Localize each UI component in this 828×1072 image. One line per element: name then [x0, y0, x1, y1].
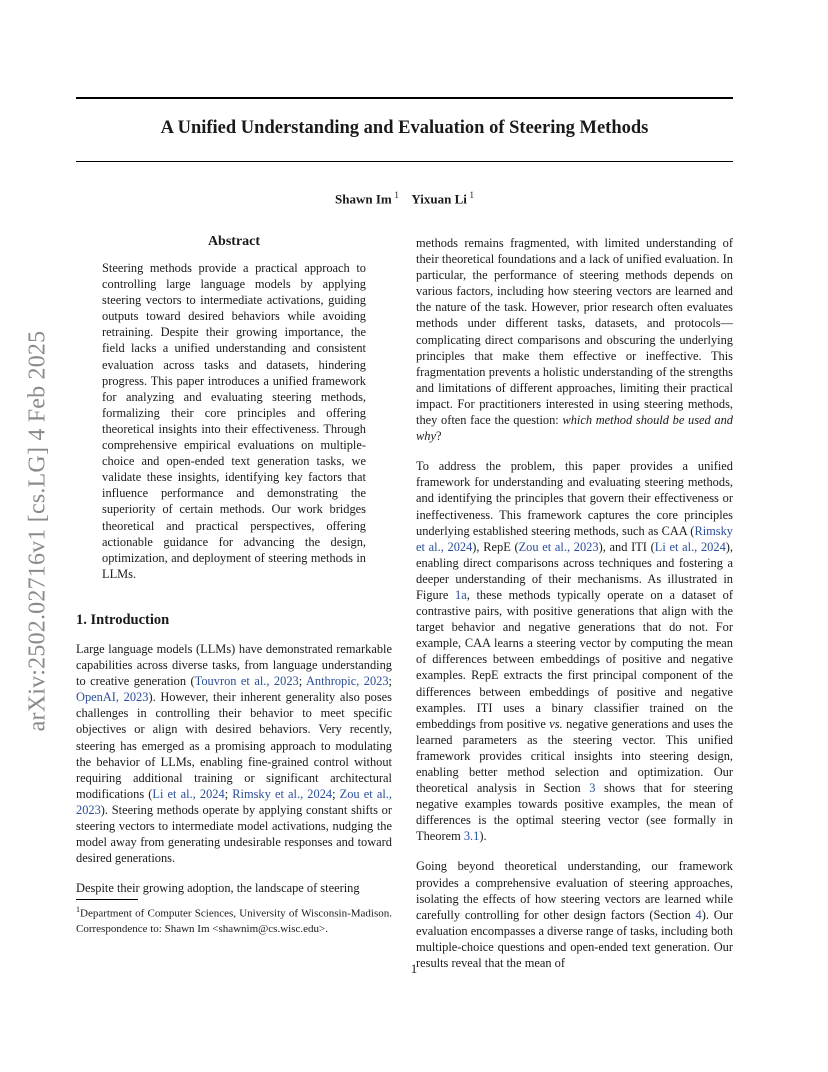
arxiv-stamp [18, 296, 58, 766]
section-reference-link[interactable]: 4 [695, 907, 702, 922]
page-number: 1 [410, 961, 418, 976]
emphasis: vs. [549, 716, 563, 731]
citation-link[interactable]: Touvron et al., 2023 [194, 674, 299, 689]
introduction-left-column [76, 641, 392, 896]
text-run: ). Steering methods operate by applying constant shifts or steering vectors to intermediate model activations, nudging the model away from generating undesirable responses and toward desired generations. [76, 802, 392, 866]
section-reference-link[interactable]: 3 [589, 781, 596, 796]
citation-link[interactable]: Rimsky et al., 2024 [232, 786, 333, 801]
text-run: ; [388, 674, 392, 689]
text-run: ; [298, 674, 306, 689]
footnote-marker: 1 [76, 905, 80, 914]
paragraph [76, 641, 392, 866]
text-run: Large language models (LLMs) have demonstrated remarkable capabilities across diverse tasks, from language understanding to creative generation ( [76, 642, 392, 689]
citation-link[interactable]: Li et al., 2024 [152, 786, 225, 801]
text-run: ), enabling direct comparisons across techniques and fostering a deeper understanding of their mechanisms. As illustrated in Figure [416, 539, 734, 602]
citation-link[interactable]: Rimsky et al., 2024 [416, 523, 733, 554]
text-run: shows that for steering negative examples towards positive examples, the mean of differences is the optimal steering vector (see formally in Theorem [416, 781, 733, 844]
author-affiliation-marker: 1 [394, 190, 399, 200]
author-list [76, 190, 733, 207]
title-rule-bottom [76, 161, 733, 162]
paragraph: Despite their growing adoption, the landscape of steering [76, 881, 360, 896]
text-run: ). [479, 829, 487, 844]
right-column [416, 235, 733, 971]
text-run: ? [435, 429, 442, 444]
text-run: ; [224, 786, 233, 801]
footnote-text: Department of Computer Sciences, University of Wisconsin-Madison. Correspondence to: Shawn Im <shawnim@cs.wisc.edu>. [76, 907, 392, 935]
text-run: negative generations and uses the learned parameters as the steering vector. This unified framework provides critical insights into steering design, enabling better method selection and optimization. Our theoretical analysis in Section [416, 716, 733, 796]
citation-link[interactable]: Zou et al., 2023 [76, 786, 392, 817]
title-rule-top [76, 97, 733, 99]
text-run: ), RepE ( [472, 539, 519, 554]
text-run: methods remains fragmented, with limited understanding of their theoretical foundations and a lack of unified evaluation. In particular, the performance of steering methods depends on various factors, including how steering vectors are learned and the nature of the task. However, prior research often evaluates methods under different tasks, datasets, and protocols—complicating direct comparisons and obscuring the underlying principles that make them effective or ineffective. This fragmentation prevents a holistic understanding of the strengths and limitations of different approaches, limiting their practical impact. For practitioners interested in using steering methods, they often face the question: [416, 236, 733, 428]
abstract-heading: Abstract [207, 234, 261, 249]
abstract-body [102, 260, 366, 582]
text-run: ), and ITI ( [598, 539, 655, 554]
citation-link[interactable]: Li et al., 2024 [654, 539, 726, 554]
citation-link[interactable]: Zou et al., 2023 [518, 539, 599, 554]
paragraph [416, 858, 733, 971]
footnote-rule [76, 899, 138, 900]
author-name: Yixuan Li [411, 191, 467, 207]
text-run: To address the problem, this paper provides a unified framework for understanding and evaluating steering methods, and identifying the principles that govern their effectiveness or ineffectiveness. This framework captures the core principles underlying established steering methods, such as CAA ( [416, 459, 733, 538]
text-run: ). Our evaluation encompasses a diverse range of tasks, including both multiple-choice questions and open-ended text generation. Our results reveal that the mean of [416, 907, 734, 971]
text-run: , these methods typically operate on a dataset of contrastive pairs, with positive generations that align with the target behavior and negative generations that do not. For example, CAA learns a steering vector by computing the mean of differences between embeddings of positive and negative examples. RepE extracts the first principal component of the differences between embeddings of positive and negative examples. ITI uses a binary classifier trained on the embeddings from positive [416, 587, 733, 731]
citation-link[interactable]: OpenAI, 2023 [76, 690, 149, 705]
footnote [76, 902, 392, 937]
paper-title: A Unified Understanding and Evaluation of Steering Methods [160, 118, 649, 138]
paragraph [416, 458, 733, 844]
theorem-reference-link[interactable]: 3.1 [463, 829, 480, 844]
abstract-text: Steering methods provide a practical approach to controlling large language models by applying steering vectors to intermediate activations, guiding outputs toward desired behaviors while avoiding retraining. Despite their growing importance, the field lacks a unified understanding and consistent evaluation across tasks and datasets, hindering progress. This paper introduces a unified framework for analyzing and evaluating steering methods, formalizing their core principles and offering theoretical insights into their effectiveness. Through comprehensive empirical evaluations on multiple-choice and open-ended text generation tasks, we validate these insights, identifying key factors that influence performance and demonstrating the superiority of certain methods. Our work bridges theoretical and practical perspectives, offering actionable guidance for advancing the design, optimization, and deployment of steering methods in LLMs. [102, 261, 366, 581]
text-run: ). However, their inherent generality also poses challenges in controlling their behavior to meet specific objectives or align with desired behaviors. Very recently, steering has emerged as a promising approach to modulating the behavior of LLMs, enabling fine-grained control without requiring additional training or significant architectural modifications ( [76, 690, 392, 801]
emphasis: which method should be used and why [416, 413, 733, 444]
author-affiliation-marker: 1 [469, 190, 474, 200]
paragraph [416, 235, 733, 444]
text-run: Going beyond theoretical understanding, our framework provides a comprehensive evaluation of steering approaches, isolating the effects of how steering vectors are learned while carefully controlling for other design factors (Section [416, 859, 733, 922]
text-run: ; [332, 786, 340, 801]
author-name: Shawn Im [335, 191, 392, 207]
section-heading-introduction: 1. Introduction [76, 612, 170, 628]
arxiv-identifier: arXiv:2502.02716v1 [cs.LG] 4 Feb 2025 [24, 330, 51, 732]
citation-link[interactable]: Anthropic, 2023 [305, 674, 389, 689]
figure-reference-link[interactable]: 1a [455, 587, 467, 602]
